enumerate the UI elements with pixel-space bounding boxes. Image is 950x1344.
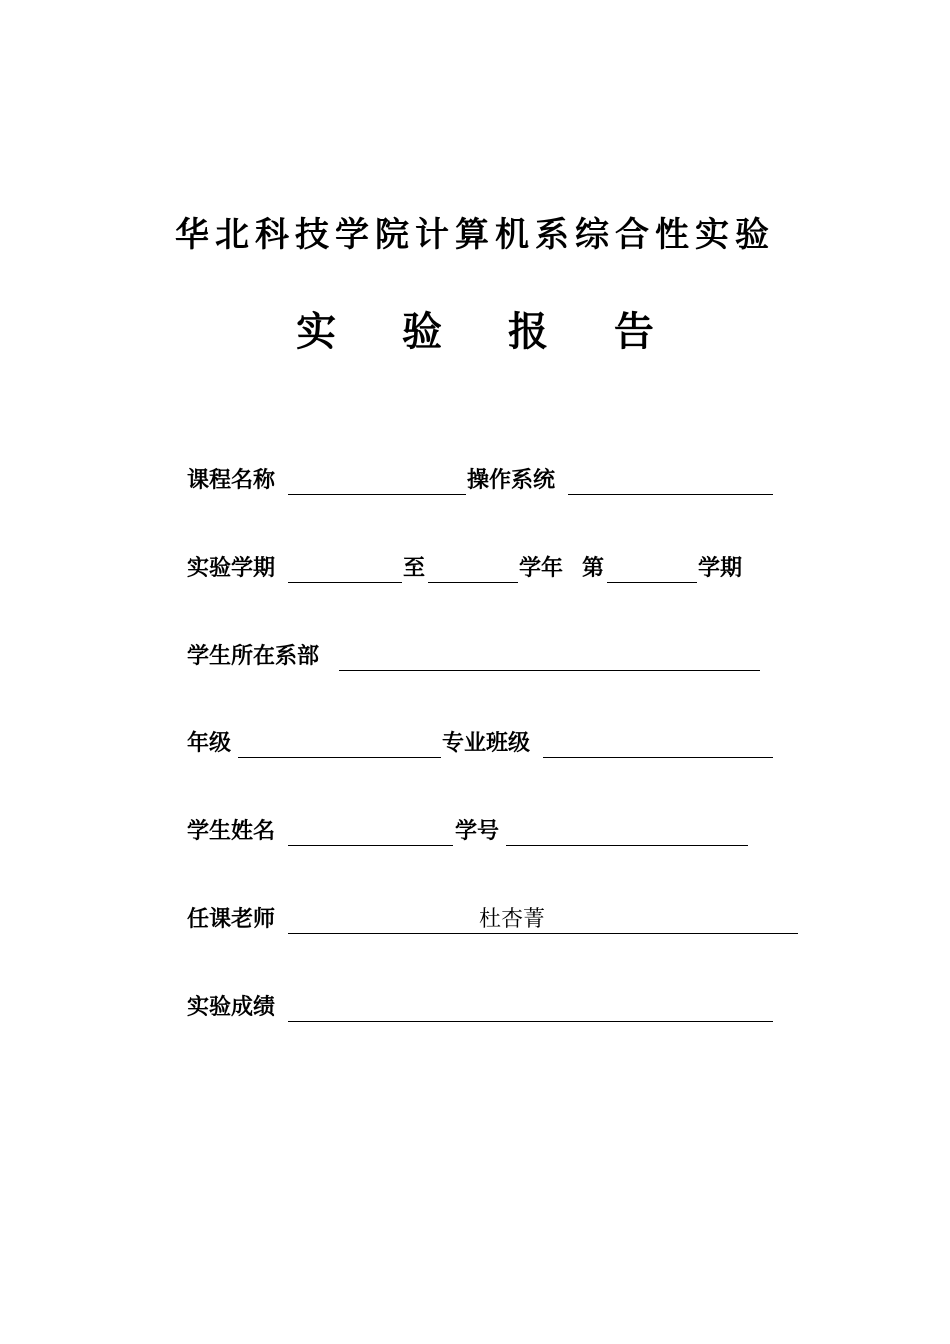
student-id-label: 学号 bbox=[455, 819, 500, 844]
semester-label: 实验学期 bbox=[187, 556, 276, 581]
score-label: 实验成绩 bbox=[187, 995, 276, 1020]
score-row bbox=[187, 991, 787, 1025]
department-row bbox=[187, 640, 787, 674]
major-class-underline bbox=[543, 757, 773, 758]
course-underline-right bbox=[568, 494, 773, 495]
student-id-underline bbox=[506, 845, 748, 846]
student-row bbox=[187, 815, 787, 849]
course-label: 课程名称 bbox=[187, 468, 276, 493]
course-underline-left bbox=[288, 494, 466, 495]
teacher-value: 杜杏菁 bbox=[479, 907, 546, 932]
department-label: 学生所在系部 bbox=[187, 644, 320, 669]
semester-end-year-underline bbox=[428, 582, 518, 583]
semester-term-underline bbox=[607, 582, 697, 583]
course-row bbox=[187, 464, 787, 498]
teacher-row bbox=[187, 903, 807, 937]
semester-start-year-underline bbox=[288, 582, 402, 583]
grade-row bbox=[187, 727, 787, 761]
student-name-label: 学生姓名 bbox=[187, 819, 276, 844]
grade-label: 年级 bbox=[187, 731, 232, 756]
course-value: 操作系统 bbox=[467, 468, 556, 493]
student-name-underline bbox=[288, 845, 453, 846]
semester-nth-label: 第 bbox=[582, 556, 605, 581]
major-class-label: 专业班级 bbox=[442, 731, 531, 756]
semester-to-label: 至 bbox=[403, 556, 426, 581]
semester-row bbox=[187, 552, 787, 586]
score-underline bbox=[288, 1021, 773, 1022]
report-title: 实 验 报 告 bbox=[296, 309, 680, 355]
semester-term-label: 学期 bbox=[698, 556, 743, 581]
teacher-label: 任课老师 bbox=[187, 907, 276, 932]
grade-underline bbox=[238, 757, 441, 758]
semester-year-label: 学年 bbox=[519, 556, 564, 581]
department-underline bbox=[339, 670, 760, 671]
institution-title: 华北科技学院计算机系综合性实验 bbox=[175, 215, 775, 255]
